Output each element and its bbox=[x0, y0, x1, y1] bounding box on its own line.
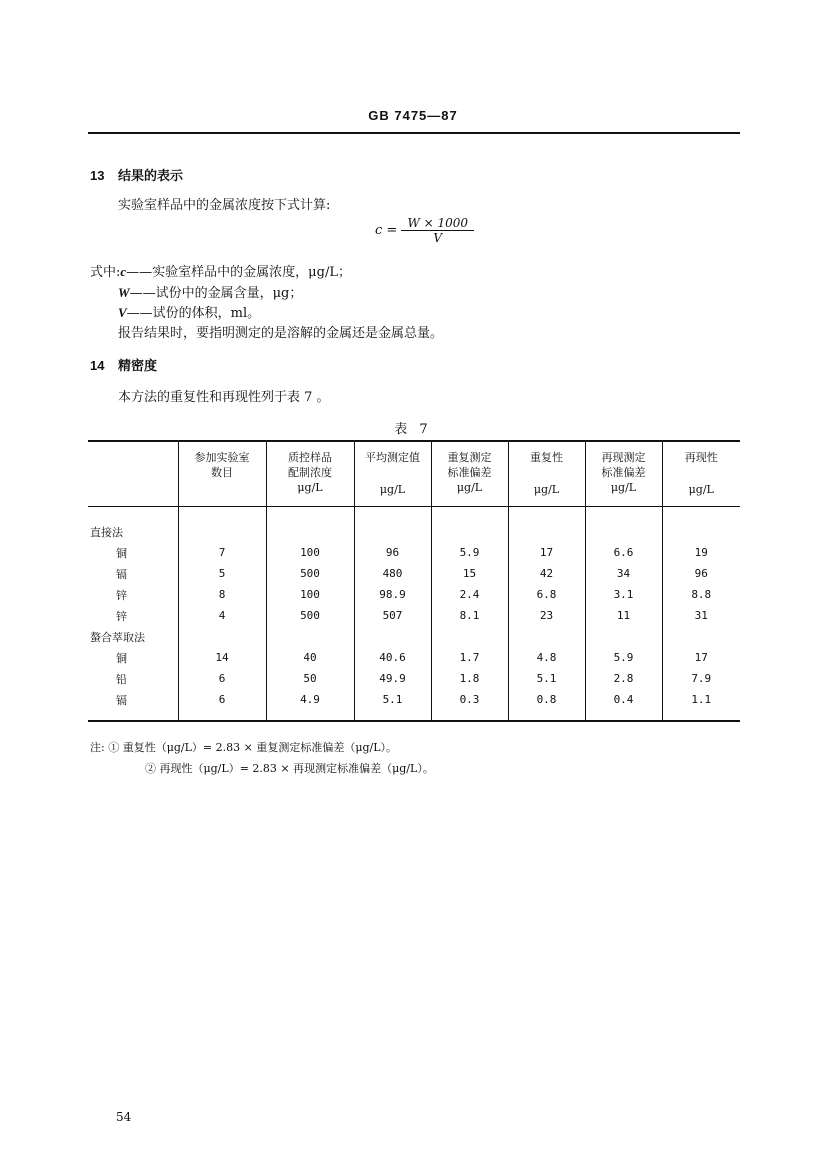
header-cell-reproduce-sd: 再现测定 标准偏差 μg/L bbox=[585, 441, 662, 507]
table-caption: 表 7 bbox=[394, 422, 432, 437]
def-text-c: ——实验室样品中的金属浓度，μg/L； bbox=[126, 265, 351, 280]
group-label: 直接法 bbox=[90, 525, 123, 539]
header-cell-repeatability: 重复性 μg/L bbox=[508, 441, 585, 507]
group-row-direct bbox=[88, 507, 740, 543]
section-14-intro: 本方法的重复性和再现性列于表 7 。 bbox=[118, 390, 330, 405]
formula-denominator: V bbox=[433, 231, 443, 245]
table-row: 锌 8 100 98.9 2.4 6.8 3.1 8.8 bbox=[88, 584, 740, 605]
def-text-w: ——试份中的金属含量，μg； bbox=[129, 286, 303, 301]
header-cell-mean: 平均测定值 μg/L bbox=[354, 441, 431, 507]
group-row-chelation bbox=[88, 626, 740, 647]
definition-c bbox=[90, 261, 351, 280]
header-cell-0 bbox=[88, 441, 178, 507]
table-row: 铜 7 100 96 5.9 17 6.6 19 bbox=[88, 542, 740, 563]
def-symbol-w: W bbox=[118, 285, 130, 300]
def-symbol-v: V bbox=[118, 305, 127, 320]
group-label: 螯合萃取法 bbox=[90, 630, 145, 644]
formula bbox=[375, 216, 474, 245]
table-row: 锌 4 500 507 8.1 23 11 31 bbox=[88, 605, 740, 626]
page-number: 54 bbox=[116, 1110, 132, 1124]
table-header-row bbox=[88, 441, 740, 507]
section-14-number: 14 bbox=[90, 358, 105, 373]
header-cell-labs: 参加实验室 数目 bbox=[178, 441, 266, 507]
table-row: 镉 5 500 480 15 42 34 96 bbox=[88, 563, 740, 584]
def-text-v: ——试份的体积，ml。 bbox=[126, 306, 261, 321]
header-cell-concentration: 质控样品 配制浓度 μg/L bbox=[266, 441, 354, 507]
formula-equals: = bbox=[386, 223, 398, 238]
section-14-title: 精密度 bbox=[118, 359, 158, 374]
where-prefix: 式中: bbox=[90, 265, 121, 280]
precision-table bbox=[88, 440, 740, 722]
formula-fraction bbox=[401, 216, 474, 245]
header-cell-reproducibility: 再现性 μg/L bbox=[662, 441, 740, 507]
header-rule bbox=[88, 132, 740, 134]
section-13-number: 13 bbox=[90, 168, 105, 183]
table-note-1: 注: ① 重复性（μg/L）= 2.83 × 重复测定标准偏差（μg/L）。 bbox=[90, 741, 398, 754]
section-13-intro: 实验室样品中的金属浓度按下式计算: bbox=[118, 198, 331, 213]
formula-lhs: c bbox=[375, 223, 383, 238]
table-row: 镉 6 4.9 5.1 0.3 0.8 0.4 1.1 bbox=[88, 689, 740, 721]
definition-v bbox=[118, 302, 260, 321]
standard-code: GB 7475—87 bbox=[368, 108, 458, 123]
definition-w bbox=[118, 282, 302, 301]
header-cell-repeat-sd: 重复测定 标准偏差 μg/L bbox=[431, 441, 508, 507]
report-instruction: 报告结果时，要指明测定的是溶解的金属还是金属总量。 bbox=[118, 326, 444, 341]
table-row: 铜 14 40 40.6 1.7 4.8 5.9 17 bbox=[88, 647, 740, 668]
section-13-title: 结果的表示 bbox=[118, 169, 184, 184]
formula-numerator: W × 1000 bbox=[401, 216, 474, 231]
table-row: 铅 6 50 49.9 1.8 5.1 2.8 7.9 bbox=[88, 668, 740, 689]
section-13-heading bbox=[90, 165, 183, 184]
table-note-2: ② 再现性（μg/L）= 2.83 × 再现测定标准偏差（μg/L）。 bbox=[145, 762, 434, 775]
section-14-heading bbox=[90, 355, 157, 374]
def-symbol-c: c bbox=[120, 264, 127, 279]
